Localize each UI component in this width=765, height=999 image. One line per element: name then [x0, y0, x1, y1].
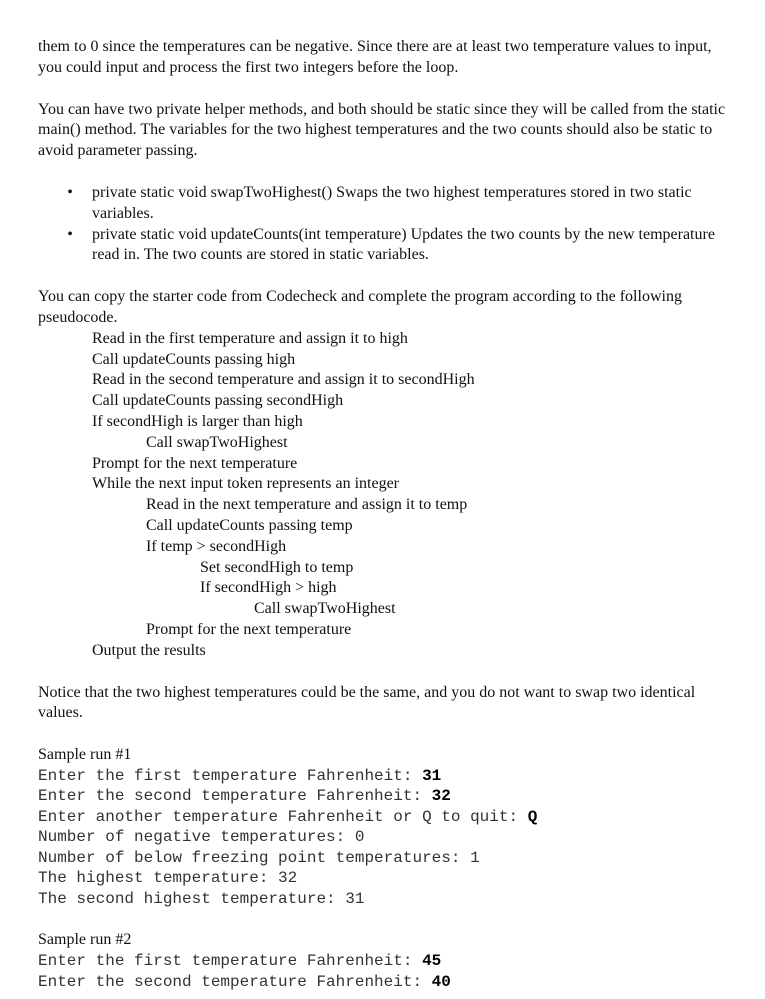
console-line	[38, 889, 738, 910]
console-prompt: Enter the second temperature Fahrenheit:	[38, 787, 432, 806]
pseudocode-line: Read in the next temperature and assign it to temp	[146, 496, 468, 514]
sample-run-1-output	[38, 766, 738, 910]
spacer	[38, 909, 738, 930]
pseudocode-line: Prompt for the next temperature	[92, 454, 298, 472]
bullet-icon: •	[67, 183, 73, 201]
pseudocode-line: Call updateCounts passing temp	[146, 516, 353, 534]
sample-run-2-title: Sample run #2	[38, 931, 132, 949]
pseudocode-line: Output the results	[92, 641, 206, 659]
list-item	[38, 225, 738, 267]
console-prompt: Enter the second temperature Fahrenheit:	[38, 972, 432, 991]
console-line	[38, 827, 738, 848]
document-page	[38, 37, 738, 992]
console-line	[38, 951, 738, 972]
console-line	[38, 848, 738, 869]
console-input: 45	[422, 952, 442, 971]
pseudocode-line: Set secondHigh to temp	[200, 558, 354, 576]
sample-run-2-output	[38, 951, 738, 992]
console-output: Number of negative temperatures: 0	[38, 828, 365, 847]
console-prompt: Enter the first temperature Fahrenheit:	[38, 952, 423, 971]
pseudocode-line: If secondHigh > high	[200, 579, 337, 597]
spacer	[38, 662, 738, 683]
sample-run-1-title: Sample run #1	[38, 746, 132, 764]
method-description: private static void updateCounts(int temperature) Updates the two counts by the new temperature read in. The two counts are stored in static variables.	[92, 225, 715, 264]
method-description: private static void swapTwoHighest() Swaps the two highest temperatures stored in two static variables.	[92, 183, 692, 222]
console-prompt: Enter another temperature Fahrenheit or Q to quit:	[38, 807, 528, 826]
pseudocode-line: If secondHigh is larger than high	[92, 412, 303, 430]
pseudocode-line: If temp > secondHigh	[146, 537, 287, 555]
console-prompt: Enter the first temperature Fahrenheit:	[38, 766, 423, 785]
spacer	[38, 266, 738, 287]
pseudocode-line: Call swapTwoHighest	[254, 600, 396, 618]
pseudocode-line: While the next input token represents an integer	[92, 475, 400, 493]
pseudocode-line: Call swapTwoHighest	[146, 433, 288, 451]
spacer	[38, 724, 738, 745]
pseudocode-intro: You can copy the starter code from Codecheck and complete the program according to the following pseudocode.	[38, 288, 682, 326]
pseudocode-line: Call updateCounts passing high	[92, 350, 296, 368]
console-line	[38, 807, 738, 828]
spacer	[38, 79, 738, 100]
console-line	[38, 786, 738, 807]
console-input: 31	[422, 766, 442, 785]
pseudocode-line: Prompt for the next temperature	[146, 620, 352, 638]
console-input: 40	[431, 972, 451, 991]
console-input: 32	[431, 787, 451, 806]
pseudocode-line: Read in the second temperature and assign it to secondHigh	[92, 371, 475, 389]
console-line	[38, 766, 738, 787]
console-input: Q	[527, 807, 538, 826]
helper-methods-list	[38, 183, 738, 266]
console-output: Number of below freezing point temperatures: 1	[38, 848, 480, 867]
bullet-icon: •	[67, 225, 73, 243]
intro-paragraph-1: them to 0 since the temperatures can be negative. Since there are at least two temperature values to input, you could input and process the first two integers before the loop.	[38, 38, 712, 76]
intro-paragraph-2: You can have two private helper methods, and both should be static since they will be called from the static main() method. The variables for the two highest temperatures and the two counts should also be static to avoid parameter passing.	[38, 100, 726, 160]
pseudocode-line: Read in the first temperature and assign it to high	[92, 329, 408, 347]
console-line	[38, 868, 738, 889]
pseudocode-line: Call updateCounts passing secondHigh	[92, 392, 344, 410]
spacer	[38, 162, 738, 183]
console-output: The second highest temperature: 31	[38, 889, 365, 908]
console-line	[38, 972, 738, 993]
pseudocode-block	[38, 329, 738, 662]
notice-paragraph: Notice that the two highest temperatures could be the same, and you do not want to swap two identical values.	[38, 683, 696, 722]
console-output: The highest temperature: 32	[38, 869, 298, 888]
list-item	[38, 183, 738, 225]
